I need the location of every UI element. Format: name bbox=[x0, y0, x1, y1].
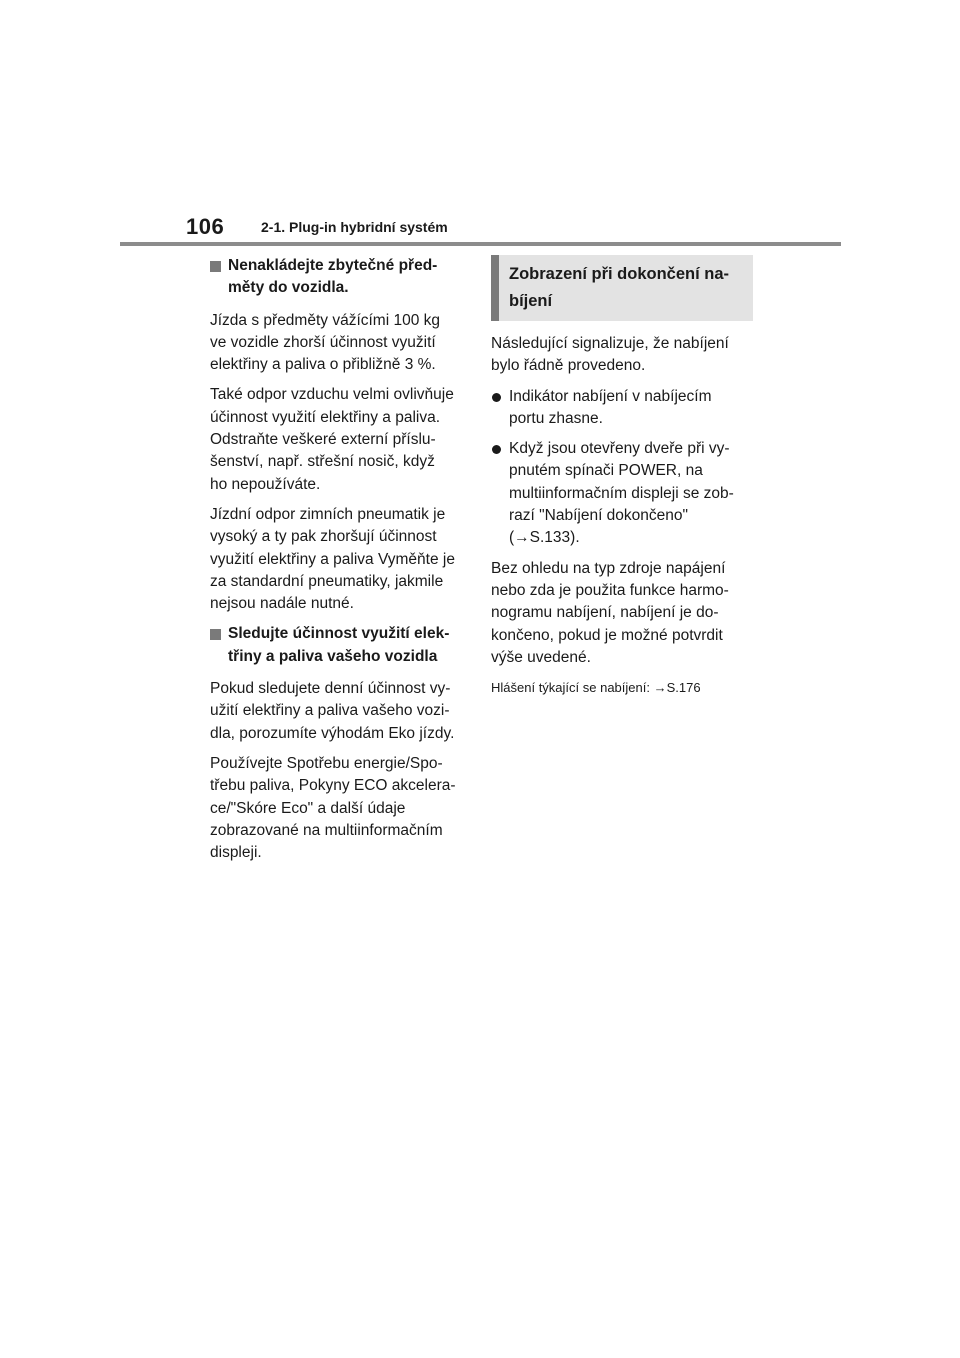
page-reference-link[interactable]: (→S.133). bbox=[509, 529, 580, 547]
bullet-indicator-off: Indikátor nabíjení v nabíjecím portu zhasne. bbox=[491, 386, 753, 431]
round-bullet-icon bbox=[492, 445, 501, 454]
paragraph-daily-monitoring: Pokud sledujete denní účinnost vy- užití elektřiny a paliva vašeho vozi- dla, porozumíte výhodám Eko jízdy. bbox=[210, 680, 455, 742]
paragraph-regardless: Bez ohledu na typ zdroje napájení nebo zda je použita funkce harmo- nogramu nabíjení, nabíjení je do- končeno, pokud je možné potvrdit výše uvedené. bbox=[491, 559, 729, 666]
paragraph-intro: Následující signalizuje, že nabíjení bylo řádně provedeno. bbox=[491, 335, 729, 375]
page-number: 106 bbox=[186, 214, 225, 239]
left-column bbox=[210, 255, 470, 872]
paragraph-use-displays: Používejte Spotřebu energie/Spo- třebu paliva, Pokyny ECO akcelera- ce/"Skóre Eco" a další údaje zobrazované na multiinformačním displeji. bbox=[210, 754, 456, 862]
paragraph-cargo-weight: Jízda s předměty vážícími 100 kg ve vozidle zhorší účinnost využití elektřiny a paliva o přibližně 3 %. bbox=[210, 311, 441, 374]
square-bullet-icon bbox=[210, 261, 221, 272]
section-title: 2-1. Plug-in hybridní systém bbox=[261, 219, 448, 235]
subheading-cargo: Nenakládejte zbytečné před- měty do vozidla. bbox=[210, 255, 470, 300]
subheading-monitor-efficiency: Sledujte účinnost využití elek- třiny a paliva vašeho vozidla bbox=[210, 623, 470, 668]
paragraph-air-resistance: Také odpor vzduchu velmi ovlivňuje účinnost využití elektřiny a paliva. Odstraňte veškeré externí příslu- šenství, např. střešní nosič, když ho nepoužíváte. bbox=[210, 386, 454, 493]
paragraph-winter-tires: Jízdní odpor zimních pneumatik je vysoký a ty pak zhoršují účinnost využití elektřiny a paliva Vyměňte je za standardní pneumatiky, jakmile nejsou nadále nutné. bbox=[210, 505, 455, 613]
header-rule bbox=[120, 242, 841, 246]
charging-complete-heading: Zobrazení při dokončení na- bíjení bbox=[491, 255, 753, 321]
right-column bbox=[491, 255, 753, 699]
bullet-display-message: Když jsou otevřeny dveře při vy- pnutém spínači POWER, na multiinformačním displeji se zob- razí "Nabíjení dokončeno" (→S.133). bbox=[491, 438, 753, 549]
charging-messages-note[interactable]: Hlášení týkající se nabíjení: →S.176 bbox=[491, 680, 701, 696]
square-bullet-icon bbox=[210, 629, 221, 640]
round-bullet-icon bbox=[492, 393, 501, 402]
